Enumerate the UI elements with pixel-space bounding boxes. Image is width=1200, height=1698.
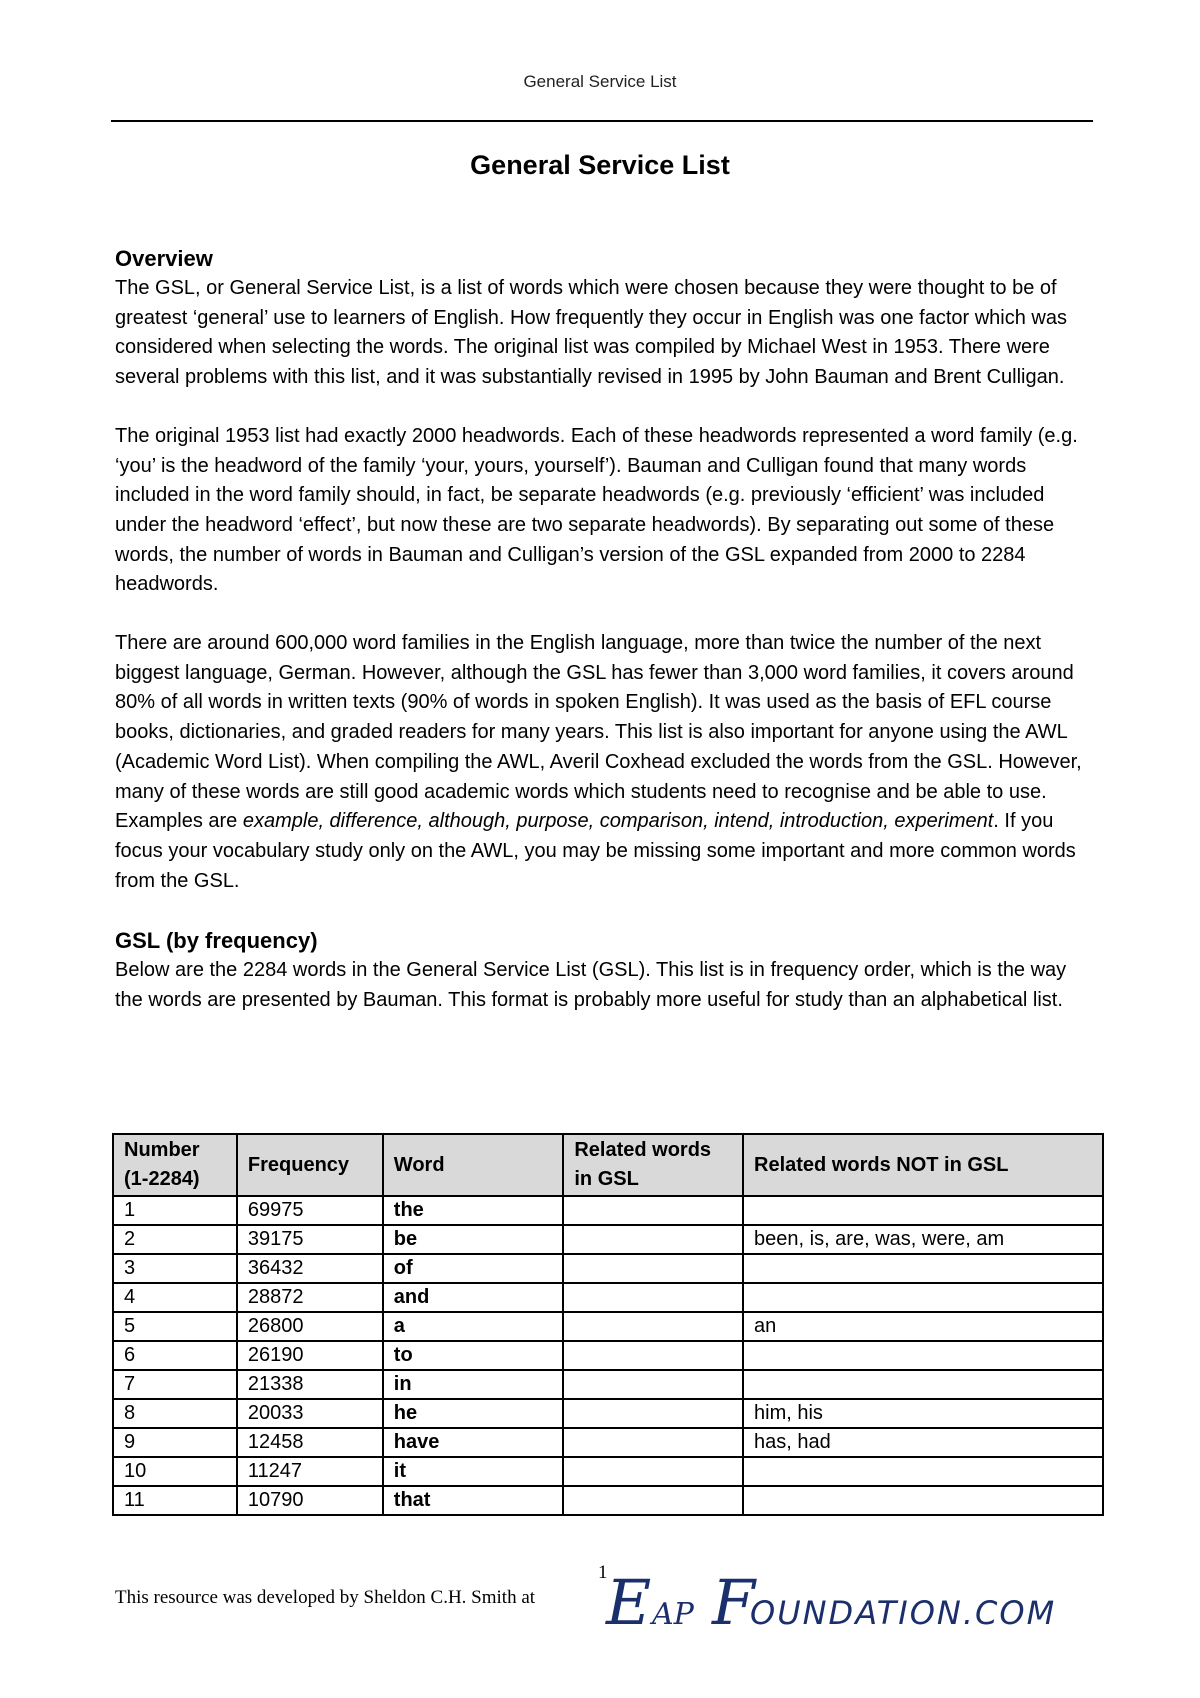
gsl-table xyxy=(112,1133,1104,1516)
cell-frequency: 21338 xyxy=(237,1370,383,1399)
footer-credit: This resource was developed by Sheldon C.H. Smith at xyxy=(115,1587,536,1608)
document-body xyxy=(115,244,1095,1016)
cell-related-gsl xyxy=(563,1283,743,1312)
cell-related-gsl xyxy=(563,1399,743,1428)
cell-number: 5 xyxy=(113,1312,237,1341)
cell-related-gsl xyxy=(563,1254,743,1283)
table-row xyxy=(113,1486,1103,1515)
table-header-row xyxy=(113,1134,1103,1196)
table-row xyxy=(113,1283,1103,1312)
paragraph-3-text-start: There are around 600,000 word families in the English language, more than twice the number of the next biggest language, German. However, although the GSL has fewer than 3,000 word families, it covers around 80% of all words in written texts (90% of words in spoken English). It was used as the basis of EFL course books, dictionaries, and graded readers for many years. This list is also important for anyone using the AWL (Academic Word List). When compiling the AWL, Averil Coxhead excluded the words from the GSL. However, many of these words are still good academic words which students need to recognise and be able to use. Examples are xyxy=(115,632,1082,833)
document-title: General Service List xyxy=(470,150,730,180)
cell-frequency: 12458 xyxy=(237,1428,383,1457)
cell-related-gsl xyxy=(563,1341,743,1370)
cell-word: a xyxy=(383,1312,564,1341)
logo-letters-ap: AP xyxy=(652,1597,694,1632)
cell-word: have xyxy=(383,1428,564,1457)
cell-frequency: 26190 xyxy=(237,1341,383,1370)
cell-frequency: 20033 xyxy=(237,1399,383,1428)
logo-letters-oundation: OUNDATION.COM xyxy=(750,1594,1057,1632)
cell-related-not-gsl xyxy=(743,1370,1103,1399)
frequency-intro: Below are the 2284 words in the General Service List (GSL). This list is in frequency order, which is the way the words are presented by Bauman. This format is probably more useful for study than an alphabetical list. xyxy=(115,959,1067,1012)
table-row xyxy=(113,1428,1103,1457)
cell-number: 2 xyxy=(113,1225,237,1254)
cell-frequency: 69975 xyxy=(237,1196,383,1225)
cell-word: he xyxy=(383,1399,564,1428)
cell-number: 1 xyxy=(113,1196,237,1225)
table-row xyxy=(113,1341,1103,1370)
cell-number: 9 xyxy=(113,1428,237,1457)
table-row xyxy=(113,1457,1103,1486)
cell-number: 10 xyxy=(113,1457,237,1486)
cell-number: 6 xyxy=(113,1341,237,1370)
header-divider xyxy=(111,120,1093,122)
running-header: General Service List xyxy=(523,72,677,91)
header-frequency: Frequency xyxy=(237,1134,383,1196)
paragraph-3-text-end: . If you focus your vocabulary study only on the AWL, you may be missing some important and more common words from the GSL. xyxy=(115,810,1076,892)
header-related-not-gsl: Related words NOT in GSL xyxy=(743,1134,1103,1196)
cell-related-not-gsl: has, had xyxy=(743,1428,1103,1457)
cell-related-gsl xyxy=(563,1370,743,1399)
cell-related-not-gsl xyxy=(743,1283,1103,1312)
cell-number: 7 xyxy=(113,1370,237,1399)
example-words: example, difference, although, purpose, comparison, intend, introduction, experiment xyxy=(242,810,994,833)
header-number xyxy=(113,1134,237,1196)
cell-frequency: 36432 xyxy=(237,1254,383,1283)
cell-related-gsl xyxy=(563,1457,743,1486)
cell-related-not-gsl: him, his xyxy=(743,1399,1103,1428)
logo-letter-f: F xyxy=(712,1566,756,1636)
table-row xyxy=(113,1196,1103,1225)
table-body xyxy=(113,1196,1103,1515)
header-related-gsl-line1: Related words xyxy=(574,1139,712,1161)
cell-related-not-gsl: been, is, are, was, were, am xyxy=(743,1225,1103,1254)
cell-word: to xyxy=(383,1341,564,1370)
table-row xyxy=(113,1312,1103,1341)
cell-word: the xyxy=(383,1196,564,1225)
cell-word: be xyxy=(383,1225,564,1254)
header-word: Word xyxy=(383,1134,564,1196)
cell-related-gsl xyxy=(563,1486,743,1515)
cell-number: 4 xyxy=(113,1283,237,1312)
cell-frequency: 39175 xyxy=(237,1225,383,1254)
cell-related-gsl xyxy=(563,1312,743,1341)
cell-related-not-gsl xyxy=(743,1196,1103,1225)
overview-paragraph-2: The original 1953 list had exactly 2000 headwords. Each of these headwords represented a word family (e.g. ‘you’ is the headword of the family ‘your, yours, yourself’). Bauman and Culligan found that many words included in the word family should, in fact, be separate headwords (e.g. previously ‘efficient’ was included under the headword ‘effect’, but now these are two separate headwords). By separating out some of these words, the number of words in Bauman and Culligan’s version of the GSL expanded from 2000 to 2284 headwords. xyxy=(115,424,1078,596)
cell-related-gsl xyxy=(563,1225,743,1254)
cell-related-not-gsl xyxy=(743,1457,1103,1486)
cell-number: 8 xyxy=(113,1399,237,1428)
table-row xyxy=(113,1254,1103,1283)
cell-word: and xyxy=(383,1283,564,1312)
overview-paragraph-1: The GSL, or General Service List, is a list of words which were chosen because they were thought to be of greatest ‘general’ use to learners of English. How frequently they occur in English was one factor which was considered when selecting the words. The original list was compiled by Michael West in 1953. There were several problems with this list, and it was substantially revised in 1995 by John Bauman and Brent Culligan. xyxy=(115,277,1067,389)
cell-word: it xyxy=(383,1457,564,1486)
overview-heading: Overview xyxy=(115,246,213,271)
cell-word: in xyxy=(383,1370,564,1399)
overview-paragraph-3 xyxy=(115,629,1095,896)
table-row xyxy=(113,1225,1103,1254)
cell-related-not-gsl xyxy=(743,1341,1103,1370)
header-number-line1: Number xyxy=(124,1139,200,1161)
cell-related-gsl xyxy=(563,1196,743,1225)
cell-frequency: 26800 xyxy=(237,1312,383,1341)
cell-frequency: 28872 xyxy=(237,1283,383,1312)
cell-number: 11 xyxy=(113,1486,237,1515)
eapfoundation-logo xyxy=(602,1566,1122,1636)
cell-related-not-gsl: an xyxy=(743,1312,1103,1341)
cell-word: that xyxy=(383,1486,564,1515)
cell-related-not-gsl xyxy=(743,1254,1103,1283)
frequency-heading: GSL (by frequency) xyxy=(115,928,318,954)
page-number: 1 xyxy=(598,1562,608,1583)
cell-number: 3 xyxy=(113,1254,237,1283)
header-related-gsl-line2: in GSL xyxy=(574,1168,639,1190)
cell-related-not-gsl xyxy=(743,1486,1103,1515)
table-row xyxy=(113,1370,1103,1399)
header-number-line2: (1-2284) xyxy=(124,1168,200,1190)
cell-related-gsl xyxy=(563,1428,743,1457)
table-row xyxy=(113,1399,1103,1428)
cell-frequency: 10790 xyxy=(237,1486,383,1515)
cell-frequency: 11247 xyxy=(237,1457,383,1486)
logo-letter-e: E xyxy=(606,1566,652,1636)
cell-word: of xyxy=(383,1254,564,1283)
header-related-gsl xyxy=(563,1134,743,1196)
